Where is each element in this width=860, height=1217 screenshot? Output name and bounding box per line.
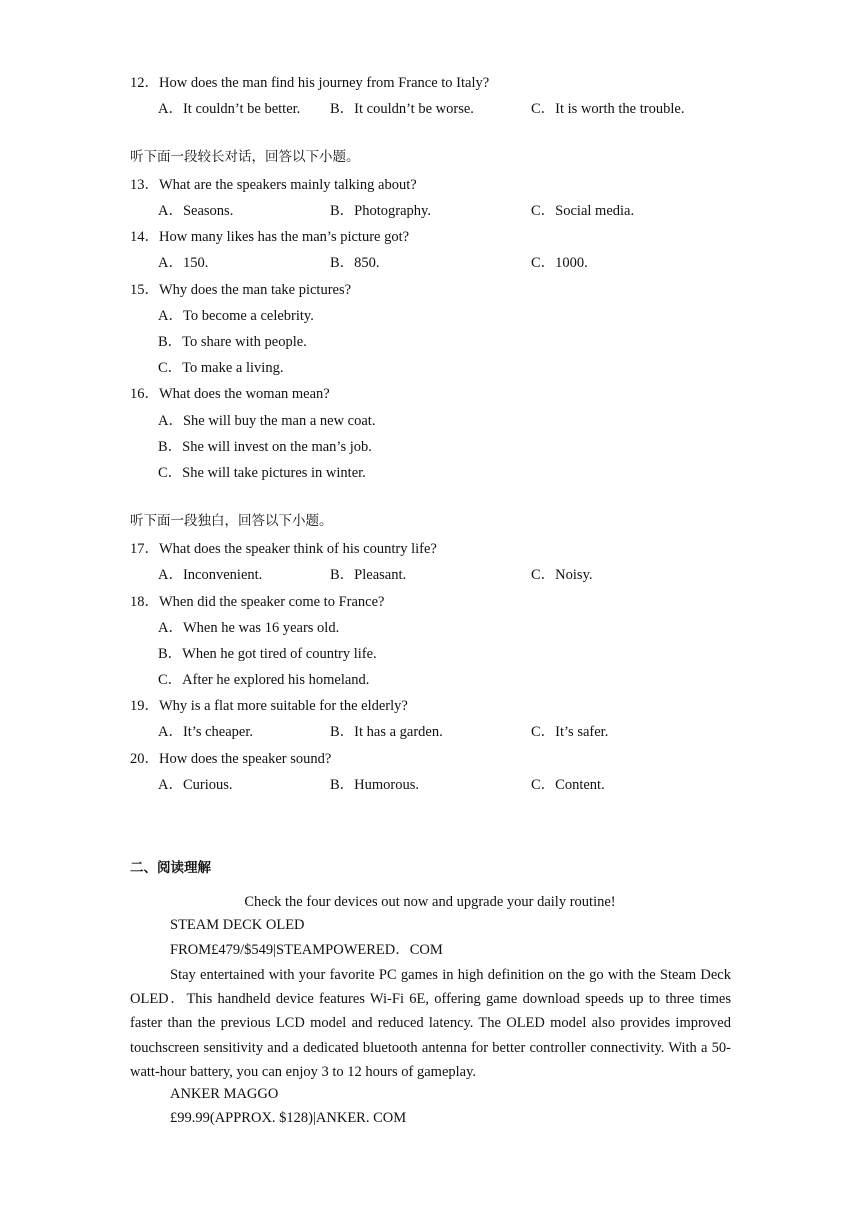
question-number: 19．	[130, 698, 159, 714]
option-c: C．After he explored his homeland.	[158, 672, 370, 688]
question-13	[130, 178, 417, 193]
option-c: C．It is worth the trouble.	[531, 101, 685, 117]
option-b: B．850.	[330, 255, 380, 271]
question-number: 14．	[130, 229, 159, 245]
question-number: 15．	[130, 282, 159, 298]
question-number: 20．	[130, 751, 159, 767]
device-price: £99.99(APPROX. $128)|ANKER. COM	[170, 1110, 407, 1126]
question-number: 18．	[130, 594, 159, 610]
option-a: A．It couldn’t be better.	[158, 101, 301, 117]
passage-headline: Check the four devices out now and upgrade your daily routine!	[244, 894, 616, 910]
option-c: C．To make a living.	[158, 360, 284, 376]
question-17	[130, 542, 437, 557]
device-name: STEAM DECK OLED	[170, 917, 305, 933]
question-text: How does the man find his journey from France to Italy?	[159, 75, 490, 91]
option-a: A．When he was 16 years old.	[158, 620, 340, 636]
option-b: B．It couldn’t be worse.	[330, 101, 474, 117]
option-b: B．Photography.	[330, 203, 431, 219]
option-c: C．1000.	[531, 255, 588, 271]
option-b: B．To share with people.	[158, 334, 307, 350]
question-number: 16．	[130, 386, 159, 402]
section-title: 二、阅读理解	[130, 860, 211, 876]
question-14	[130, 230, 409, 245]
section-instruction: 听下面一段独白，回答以下小题。	[130, 513, 333, 529]
option-a: A．To become a celebrity.	[158, 308, 314, 324]
option-c: C．It’s safer.	[531, 724, 609, 740]
option-b: B．It has a garden.	[330, 724, 443, 740]
question-number: 17．	[130, 541, 159, 557]
question-20	[130, 752, 331, 767]
question-text: How many likes has the man’s picture got?	[159, 229, 410, 245]
option-c: C．Noisy.	[531, 567, 593, 583]
device-name: ANKER MAGGO	[170, 1086, 279, 1102]
option-b: B．Pleasant.	[330, 567, 407, 583]
question-text: What does the woman mean?	[159, 386, 330, 402]
option-c: C．Social media.	[531, 203, 635, 219]
option-a: A．Curious.	[158, 777, 233, 793]
device-description: Stay entertained with your favorite PC games in high definition on the go with the Steam Deck OLED．This handheld device features Wi-Fi 6E, offering game download speeds up to three times faster than the previous LCD model and reduced latency. The OLED model also provides improved touchscreen sensitivity and a dedicated bluetooth antenna for better controller connectivity. With a 50-watt-hour battery, you can enjoy 3 to 12 hours of gameplay.	[130, 967, 731, 1080]
option-c: C．Content.	[531, 777, 605, 793]
option-a: A．150.	[158, 255, 209, 271]
option-b: B．Humorous.	[330, 777, 420, 793]
question-text: Why is a flat more suitable for the elderly?	[159, 698, 408, 714]
question-text: How does the speaker sound?	[159, 751, 332, 767]
option-c: C．She will take pictures in winter.	[158, 465, 366, 481]
option-a: A．It’s cheaper.	[158, 724, 254, 740]
question-18	[130, 595, 384, 610]
question-number: 13．	[130, 177, 159, 193]
question-text: Why does the man take pictures?	[159, 282, 352, 298]
device-price: FROM£479/$549|STEAMPOWERED．COM	[170, 942, 443, 958]
option-a: A．Inconvenient.	[158, 567, 263, 583]
section-instruction: 听下面一段较长对话，回答以下小题。	[130, 149, 360, 165]
option-a: A．She will buy the man a new coat.	[158, 413, 376, 429]
option-a: A．Seasons.	[158, 203, 234, 219]
question-19	[130, 699, 408, 714]
question-text: When did the speaker come to France?	[159, 594, 385, 610]
option-b: B．She will invest on the man’s job.	[158, 439, 372, 455]
question-text: What are the speakers mainly talking about?	[159, 177, 417, 193]
question-text: What does the speaker think of his country life?	[159, 541, 437, 557]
question-15	[130, 283, 351, 298]
question-number: 12．	[130, 75, 159, 91]
option-b: B．When he got tired of country life.	[158, 646, 377, 662]
question-16	[130, 387, 330, 402]
question-12	[130, 76, 489, 91]
